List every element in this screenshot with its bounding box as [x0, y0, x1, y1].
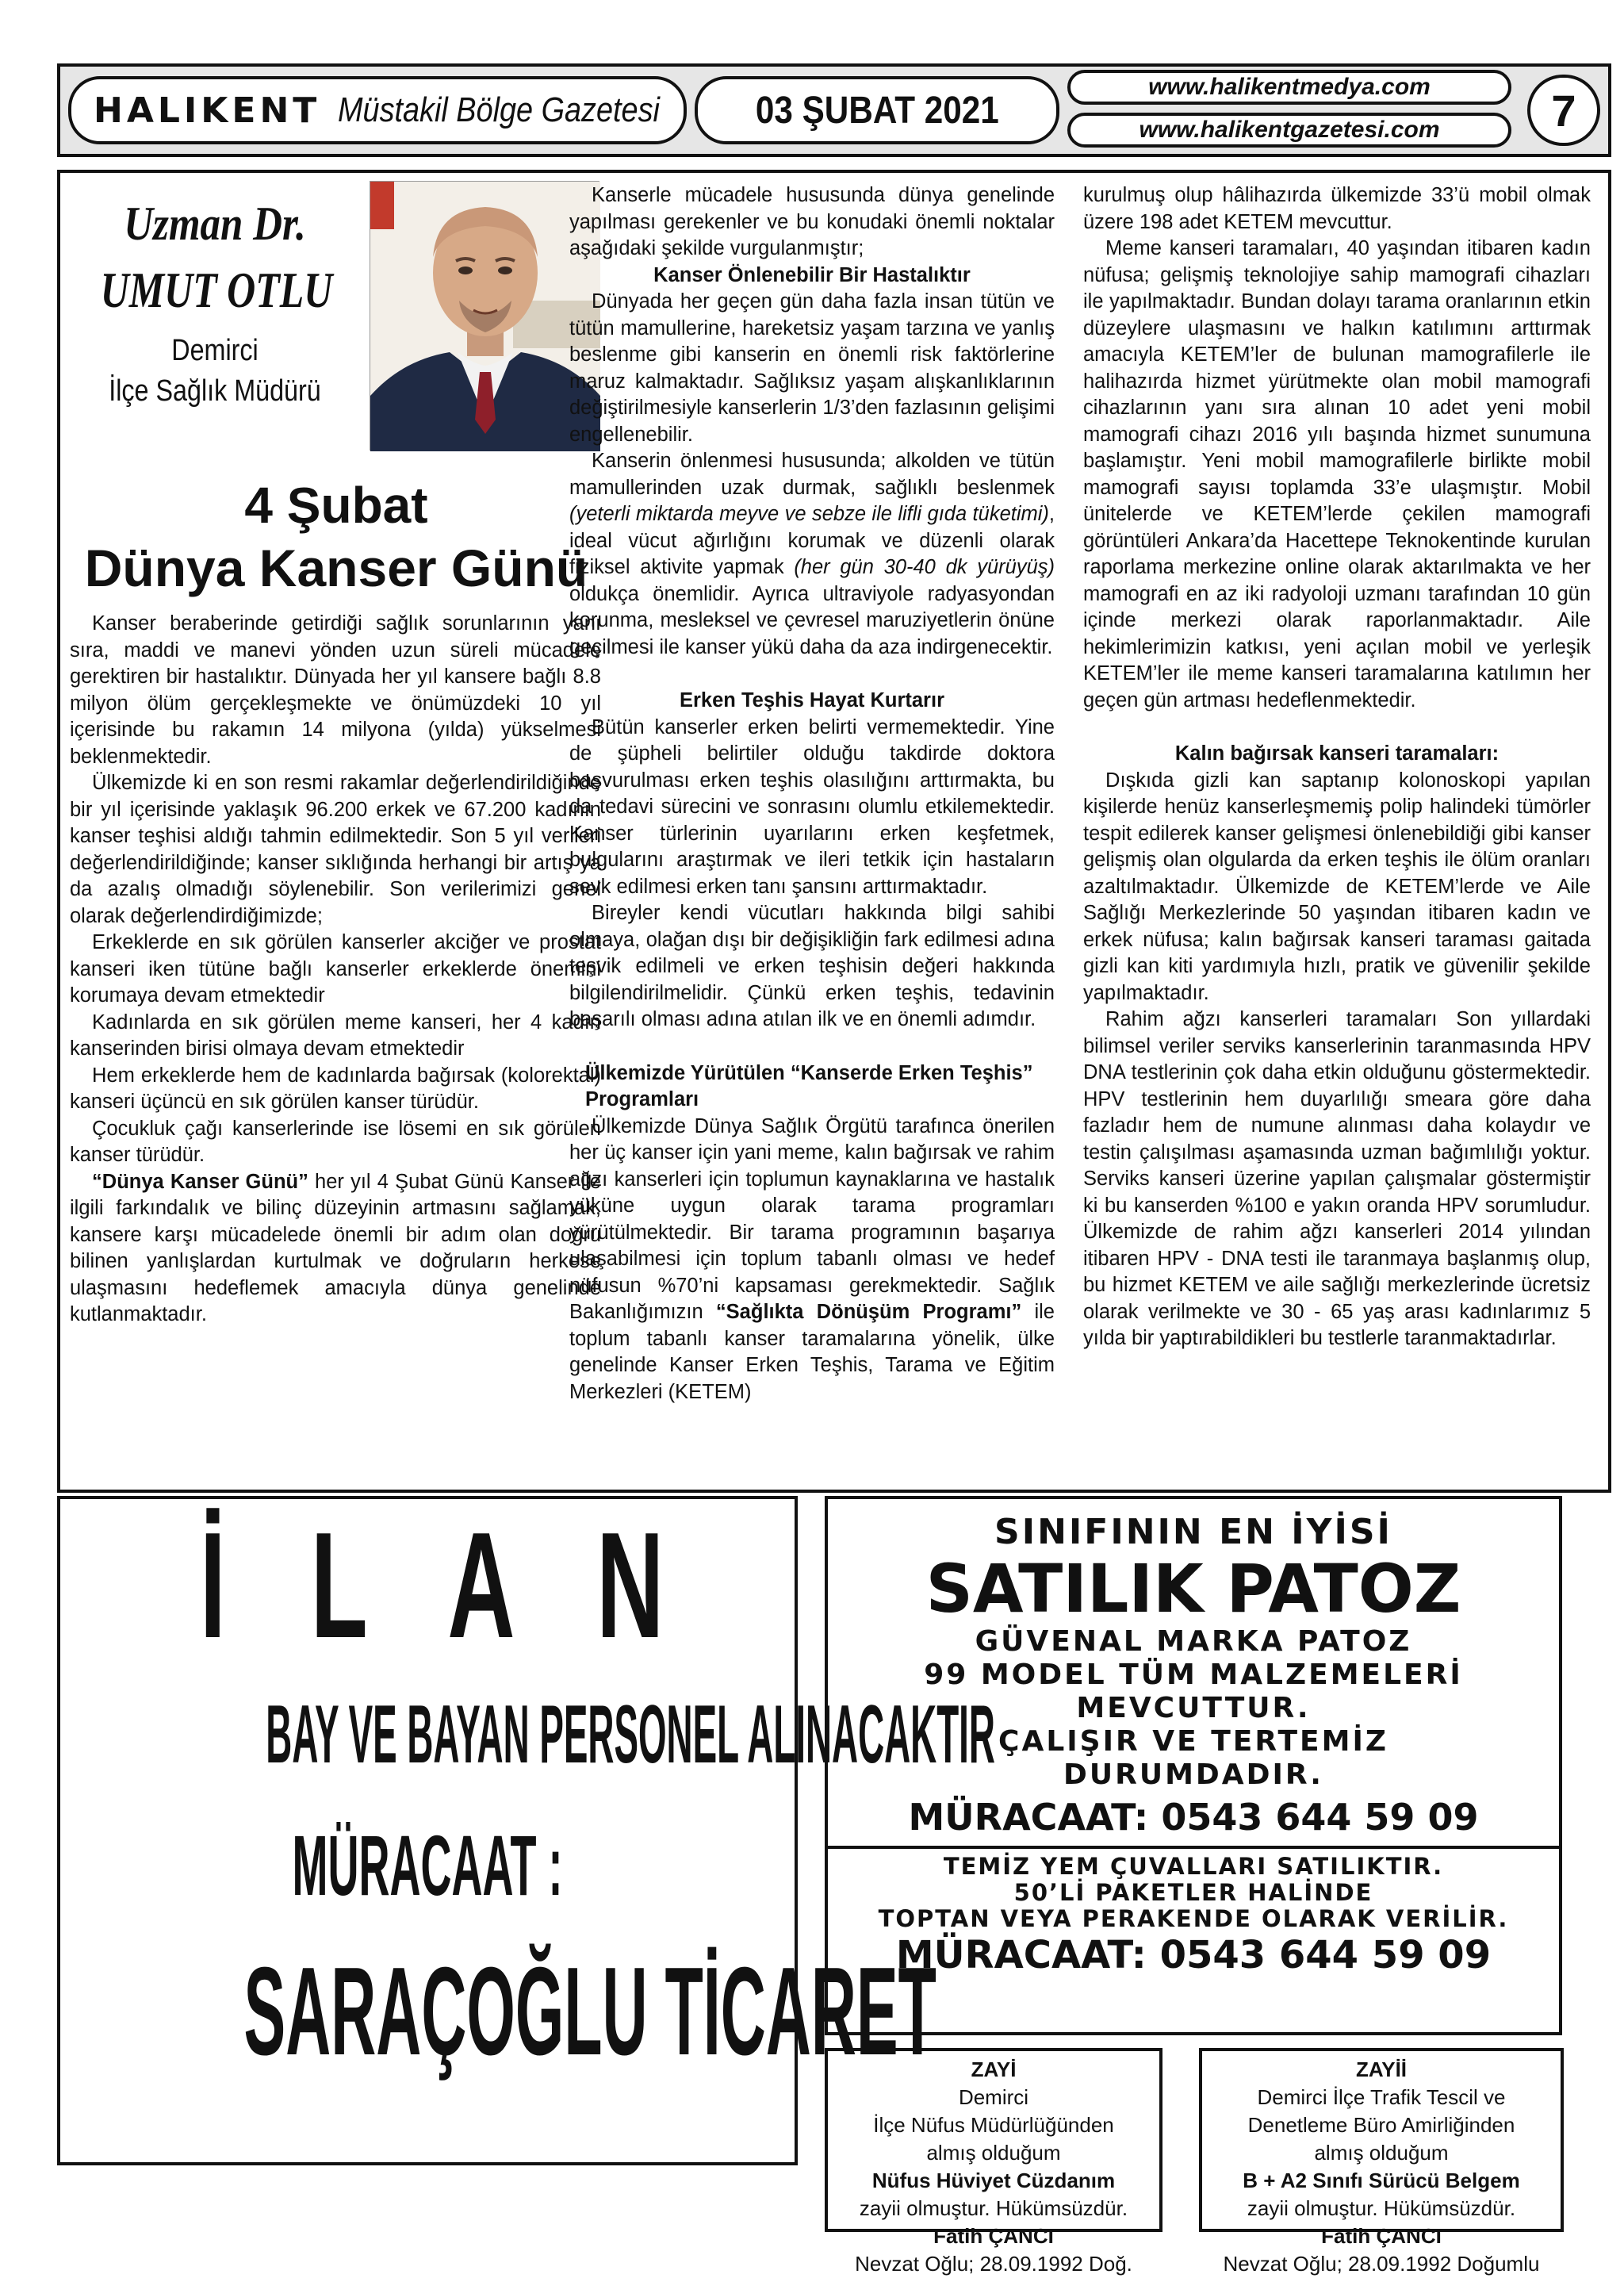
notice-line: Denetleme Büro Amirliğinden	[1247, 2113, 1515, 2137]
author-byline	[68, 181, 362, 451]
website-url-1: www.halikentmedya.com	[1148, 74, 1431, 100]
ad-line: GÜVENAL MARKA PATOZ	[975, 1625, 1412, 1658]
italic-text: (her gün 30-40 dk yürüyüş)	[794, 556, 1055, 578]
paragraph: kurulmuş olup hâlihazırda ülkemizde 33’ü mobil olmak üzere 198 adet KETEM mevcuttur.	[1083, 184, 1591, 233]
article-column-3	[1083, 182, 1591, 1352]
paragraph: Dünyada her geçen gün daha fazla insan tütün ve tütün mamullerine, hareketsiz yaşam tarzına ve yanlış beslenme gibi kanserin en önemli risk faktörlerine maruz kalmaktadır. Sağlıksız yaşam alışkanlıklarının değiştirilmesiyle kanserlerin 1/3’den fazlasının gelişimi engellenebilir.	[569, 290, 1055, 446]
paragraph: Erkeklerde en sık görülen kanserler akciğer ve prostat kanseri iken tütüne bağlı kanserler erkeklerde önemini korumaya devam etmektedir	[70, 931, 601, 1007]
paragraph-text: her yıl 4 Şubat Günü Kanser ile ilgili farkındalık ve bilinç düzeyinin artmasını sağlamak, kansere karşı mücadelede önemli bir adım olan doğru bilinen yanlışlardan kurtulmak ve doğruların herkese ulaşmasını hedeflemek amacıyla dünya genelinde kutlanmaktadır.	[70, 1170, 601, 1325]
ad-contact-label: MÜRACAAT :	[292, 1817, 563, 1913]
ad-body: BAY VE BAYAN PERSONEL ALINACAKTIR	[266, 1689, 995, 1781]
notice-line: Nevzat Oğlu; 28.09.1992 Doğumlu	[1223, 2252, 1540, 2276]
article	[57, 170, 1611, 1493]
article-column-2	[569, 182, 1055, 1406]
author-photo	[370, 181, 599, 451]
newspaper-subtitle: Müstakil Bölge Gazetesi	[338, 90, 661, 129]
notice-line: Demirci İlçe Trafik Tescil ve	[1257, 2085, 1506, 2109]
ad-phone: MÜRACAAT: 0543 644 59 09	[895, 1933, 1492, 1977]
lost-notice-2	[1199, 2048, 1564, 2276]
paragraph: Kanser beraberinde getirdiği sağlık sorunlarının yanı sıra, maddi ve manevi yönden uzun süreli mücadele gerektiren bir hastalıktır. Dünyada her yıl kansere bağlı 8.8 milyon ölüm gerçekleşmekte ve önümüzdeki 10 yıl içerisinde bu rakamın 14 milyona (yılda) yükselmesi beklenmektedir.	[70, 612, 601, 768]
paragraph: Meme kanseri taramaları, 40 yaşından itibaren kadın nüfusa; gelişmiş teknolojiye sahip mamografi cihazları ile yapılmaktadır. Bundan dolayı tarama oranlarının etkin düzeylere ulaşmasını ve halkın katılımını arttırmak amacıyla KETEM’ler de bulunan mamografilerle ile halihazırda hizmet yürütmekte olan mobil mamografi cihazlarının yanı sıra alınan 10 adet yeni mobil mamografi cihazı 2016 yılı başında hizmet sunumuna başlamıştır. Yeni mobil mamografilerle birlikte mobil mamografi sayısı toplamda 33’e ulaşmıştır. Mobil ünitelerde ve KETEM’lerde çekilen mamografi görüntüleri Ankara’da Hacettepe Teknokentinde kurulan raporlama merkezine online olarak aktarılmakta ve her mamografi en az iki radyoloji uzmanı tarafından 10 gün içinde merkezi olarak raporlanmaktadır. Aile hekimlerimizin katkısı, yeni açılan mobil ve yerleşik KETEM’ler ile meme kanseri taramalarına katılımın her geçen gün artması hedeflenmektedir.	[1083, 237, 1591, 711]
ad-line: MEVCUTTUR.	[1076, 1692, 1311, 1724]
masthead	[57, 63, 1611, 157]
paragraph: Rahim ağzı kanserleri taramaları Son yıllardaki bilimsel veriler serviks kanserlerinin taranmasında HPV DNA testlerinin çok daha etkin olduğunu göstermektedir. HPV testlerinin hem duyarlılığı smeara göre daha fazladır hem de numune alınması daha kolaydır ve testin çalışılması aşamasında uzman bağımlılığı yoktur. Serviks kanseri üzerine yapılan çalışmalar göstermiştir ki bu kanserden %100 e yakın oranda HPV sorumludur. Ülkemizde de rahim ağzı kanserleri 2014 yılından itibaren HPV - DNA testi ile taranmaya başlanmış olup, bu hizmet KETEM ve aile sağlığı merkezlerinde ücretsiz olarak verilmekte ve 30 - 65 yaş arası kadınlarımız 5 yılda bir yaptırabildikleri bu testlerle taranmaktadırlar.	[1083, 1008, 1591, 1349]
paragraph	[569, 448, 1055, 661]
author-name: UMUT OTLU	[100, 262, 333, 318]
paragraph-text: ile toplum tabanlı kanser taramalarına yönelik, ülke genelinde Kanser Erken Teşhis, Tarama ve Eğitim Merkezleri (KETEM)	[569, 1301, 1055, 1403]
ad-tagline: SINIFININ EN İYİSİ	[994, 1512, 1392, 1552]
ad-line: DURUMDADIR.	[1063, 1758, 1323, 1791]
ad-divider	[828, 1846, 1559, 1849]
paragraph: Bütün kanserler erken belirti vermemektedir. Yine de şüpheli belirtiler olduğu takdirde doktora başvurulması erken teşhis olasılığını arttırmakta, bu da tedavi sürecini ve sonrasını olumlu etkilemektedir. Kanser türlerinin uyarılarını erken keşfetmek, bulgularını araştırmak ve ileri tetkik için hastaların sevk edilmesi erken tanı şansını arttırmaktadır.	[569, 715, 1055, 898]
emphasis: “Dünya Kanser Günü”	[92, 1170, 308, 1193]
author-place: Demirci	[171, 334, 259, 367]
paragraph-text: Ülkemizde Dünya Sağlık Örgütü tarafınca önerilen her üç kanser için yani meme, kalın bağırsak ve rahim ağzı kanserleri için toplumun kaynaklarına ve hastalık yüküne uygun olarak tarama programları yürütülmektedir. Bir tarama programının başarıya ulaşabilmesi için toplum tabanlı olması ve hedef nüfusun %70’ni kapsaması gerekmektedir. Sağlık Bakanlığımızın	[569, 1114, 1055, 1323]
paragraph	[569, 1114, 1055, 1406]
sale-advertisement	[825, 1496, 1562, 2035]
author-portrait-image	[370, 182, 600, 451]
website-link-1[interactable]	[1067, 70, 1511, 105]
notice-line: İlçe Nüfus Müdürlüğünden	[873, 2113, 1114, 2137]
notice-document: B + A2 Sınıfı Sürücü Belgem	[1243, 2169, 1520, 2192]
notice-name: Fatih ÇANCI	[933, 2224, 1054, 2248]
notice-line: almış olduğum	[926, 2141, 1061, 2165]
paragraph-text: oldukça önemlidir. Ayrıca ultraviyole radyasyondan korunma, mesleksel ve çevresel maruziyetlerin önüne geçilmesi ile kanser yükü daha da aza indirgenecektir.	[569, 582, 1055, 658]
newspaper-name: HALIKENT	[94, 90, 321, 131]
page-number-pill	[1527, 75, 1600, 146]
notice-document: Nüfus Hüviyet Cüzdanım	[871, 2169, 1116, 2192]
subheading: Kalın bağırsak kanseri taramaları:	[1174, 742, 1500, 765]
article-column-1	[70, 611, 601, 1329]
subheading: Erken Teşhis Hayat Kurtarır	[680, 689, 944, 711]
date-pill	[695, 76, 1059, 144]
ad-line: TOPTAN VEYA PERAKENDE OLARAK VERİLİR.	[878, 1905, 1509, 1932]
paragraph: Ülkemizde ki en son resmi rakamlar değerlendirildiğinde bir yıl içerisinde yaklaşık 96.200 erkek ve 67.200 kadının kanser teşhisi aldığı tahmin edilmektedir. Son 5 yıl verileri değerlendirildiğinde; kanser sıklığında herhangi bir artış ya da azalış olmadığı söylenebilir. Son verilerimizi genel olarak değerlendirdiğimizde;	[70, 772, 601, 927]
notice-heading: ZAYİİ	[1355, 2057, 1408, 2081]
italic-text: (yeterli miktarda meyve ve sebze ile lifli gıda tüketimi)	[569, 503, 1049, 525]
paragraph	[70, 1169, 601, 1329]
paragraph: Dışkıda gizli kan saptanıp kolonoskopi yapılan kişilerde henüz kanserleşmemiş polip halindeki tümörler tespit edilerek kanser gelişmesi önlenebildiği gibi kanser gelişmiş olan olgularda da erken teşhis ile ölüm oranları azaltılmaktadır. Ülkemizde de KETEM’lerde ve Aile Sağlığı Merkezlerinde 50 yaşından itibaren kadın ve erkek nüfusa; kalın bağırsak kanseri taraması gaitada gizli kan kiti yardımıyla hızlı, pratik ve güvenilir şekilde yapılmaktadır.	[1083, 769, 1591, 1004]
notice-line: Demirci	[958, 2085, 1029, 2109]
ad-line: ÇALIŞIR VE TERTEMİZ	[998, 1725, 1388, 1758]
article-headline: Dünya Kanser Günü	[84, 539, 588, 597]
page-number: 7	[1551, 85, 1576, 136]
ad-line: 99 MODEL TÜM MALZEMELERİ	[924, 1659, 1463, 1691]
notice-line: zayii olmuştur. Hükümsüzdür.	[1247, 2196, 1516, 2220]
notice-line: zayii olmuştur. Hükümsüzdür.	[859, 2196, 1128, 2220]
ad-company: SARAÇOĞLU TİCARET	[243, 1942, 936, 2081]
ad-line: TEMİZ YEM ÇUVALLARI SATILIKTIR.	[943, 1853, 1444, 1880]
paragraph: Bireyler kendi vücutları hakkında bilgi sahibi olmaya, olağan dışı bir değişikliğin fark edilmesi adına teşvik edilmeli ve erken teşhisin değeri hakkında bilgilendirilmelidir. Çünkü erken teşhis, tedavinin başarılı olması adına atılan ilk ve en önemli adımdır.	[569, 902, 1055, 1030]
website-link-2[interactable]	[1067, 113, 1511, 148]
author-role: İlçe Sağlık Müdürü	[109, 374, 321, 408]
paragraph-text: Kanserin önlenmesi hususunda; alkolden ve tütün mamullerinden uzak durmak, sağlıklı beslenmek	[569, 450, 1055, 499]
ad-title: SATILIK PATOZ	[925, 1550, 1461, 1628]
lost-notice-1	[825, 2048, 1162, 2276]
ad-title: İ L A N	[199, 1501, 694, 1670]
ad-phone: MÜRACAAT: 0543 644 59 09	[908, 1796, 1479, 1839]
notice-line: almış olduğum	[1314, 2141, 1449, 2165]
paragraph: Hem erkeklerde hem de kadınlarda bağırsak (kolorektal) kanseri üçüncü en sık görülen kanser türüdür.	[70, 1064, 601, 1113]
notice-name: Fatih ÇANCI	[1321, 2224, 1442, 2248]
notice-line: Nevzat Oğlu; 28.09.1992 Doğ.	[855, 2252, 1132, 2276]
issue-date: 03 ŞUBAT 2021	[755, 89, 999, 132]
subheading: Ülkemizde Yürütülen “Kanserde Erken Teşhis” Programları	[585, 1061, 1033, 1110]
article-headline-date: 4 Şubat	[244, 477, 428, 534]
emphasis: “Sağlıkta Dönüşüm Programı”	[715, 1301, 1022, 1323]
ad-line: 50’Lİ PAKETLER HALİNDE	[1013, 1879, 1373, 1906]
brand-pill	[68, 76, 687, 144]
paragraph-text: , ideal vücut ağırlığını korumak ve düzenli olarak fiziksel aktivite yapmak	[569, 503, 1055, 578]
website-url-2: www.halikentgazetesi.com	[1139, 117, 1440, 143]
paragraph: Kadınlarda en sık görülen meme kanseri, her 4 kadın kanserinden birisi olmaya devam etmektedir	[70, 1011, 601, 1060]
notice-heading: ZAYİ	[971, 2057, 1017, 2081]
author-title: Uzman Dr.	[124, 198, 306, 250]
paragraph: Kanserle mücadele hususunda dünya genelinde yapılması gerekenler ve bu konudaki önemli noktalar aşağıdaki şekilde vurgulanmıştır;	[569, 184, 1055, 259]
subheading: Kanser Önlenebilir Bir Hastalıktır	[653, 263, 971, 286]
paragraph: Çocukluk çağı kanserlerinde ise lösemi en sık görülen kanser türüdür.	[70, 1117, 601, 1166]
